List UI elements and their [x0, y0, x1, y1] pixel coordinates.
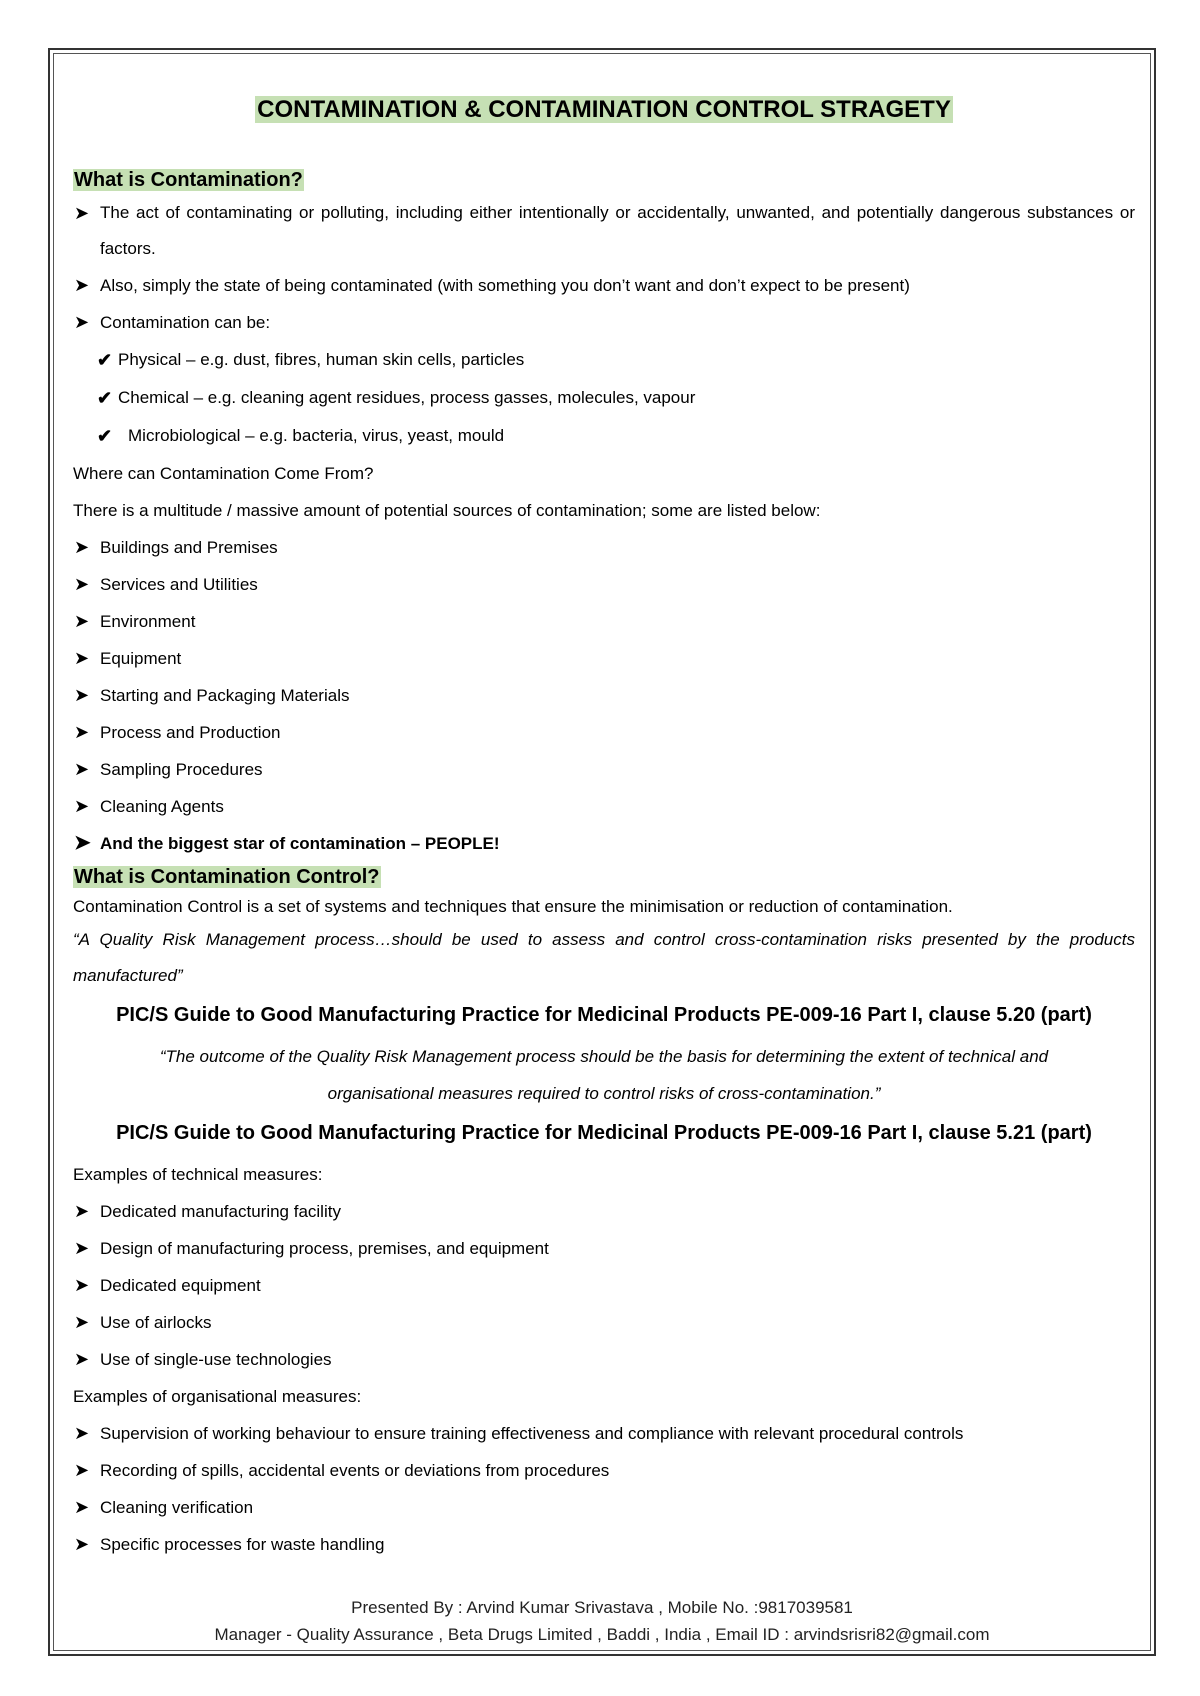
- arrow-bullet-icon: ➤: [74, 611, 90, 631]
- list-item: ➤ Cleaning Agents: [73, 788, 1135, 825]
- technical-measures-heading: Examples of technical measures:: [73, 1165, 323, 1184]
- arrow-bullet-icon: ➤: [74, 1423, 90, 1443]
- arrow-bullet-icon: ➤: [74, 203, 90, 223]
- document-title: CONTAMINATION & CONTAMINATION CONTROL STRAGETY: [257, 96, 951, 123]
- list-item: ➤ Environment: [73, 603, 1135, 640]
- arrow-bullet-icon: ➤: [74, 796, 90, 816]
- list-item: ➤ Dedicated equipment: [73, 1267, 1135, 1304]
- list-item: ➤ Supervision of working behaviour to ensure training effectiveness and compliance with relevant procedural controls: [73, 1415, 1135, 1452]
- arrow-bullet-icon: ➤: [74, 275, 90, 295]
- section-heading-contamination: What is Contamination?: [74, 169, 303, 191]
- list-item: ✔ Microbiological – e.g. bacteria, virus, yeast, mould: [97, 417, 1135, 455]
- arrow-bullet-icon: ➤: [74, 312, 90, 332]
- document-body: [73, 92, 1135, 1563]
- technical-measures-list: [73, 1193, 1135, 1378]
- list-item: ✔ Physical – e.g. dust, fibres, human skin cells, particles: [97, 341, 1135, 379]
- list-item: ➤ Sampling Procedures: [73, 751, 1135, 788]
- sources-question: Where can Contamination Come From?: [73, 464, 374, 483]
- list-item: ➤ Recording of spills, accidental events or deviations from procedures: [73, 1452, 1135, 1489]
- list-item: ➤ Starting and Packaging Materials: [73, 677, 1135, 714]
- arrow-bullet-icon: ➤: [74, 1275, 90, 1295]
- checkmark-icon: ✔: [97, 426, 113, 446]
- arrow-bullet-icon: ➤: [74, 759, 90, 779]
- definition-list: [73, 195, 1135, 341]
- arrow-bullet-icon: ➤: [74, 1534, 90, 1554]
- reference-5-21: PIC/S Guide to Good Manufacturing Practice for Medicinal Products PE-009-16 Part I, clause 5.21 (part): [116, 1122, 1092, 1144]
- list-item: ➤ Use of airlocks: [73, 1304, 1135, 1341]
- section-heading-contamination-control: What is Contamination Control?: [74, 866, 380, 888]
- list-item: ➤ Contamination can be:: [73, 304, 1135, 341]
- arrow-bullet-icon: ➤: [74, 648, 90, 668]
- checkmark-icon: ✔: [97, 350, 113, 370]
- list-item: ➤ Use of single-use technologies: [73, 1341, 1135, 1378]
- checkmark-icon: ✔: [97, 388, 113, 408]
- list-item: ➤ Buildings and Premises: [73, 529, 1135, 566]
- organisational-measures-heading: Examples of organisational measures:: [73, 1387, 362, 1406]
- list-item: ➤ Also, simply the state of being contaminated (with something you don’t want and don’t expect to be present): [73, 267, 1135, 304]
- quote-5-21-line2: organisational measures required to control risks of cross-contamination.”: [327, 1084, 881, 1103]
- arrow-bullet-icon: ➤: [74, 1238, 90, 1258]
- arrow-bullet-icon: ➤: [74, 1201, 90, 1221]
- arrow-bullet-icon: ➤: [74, 574, 90, 594]
- arrow-bullet-icon: ➤: [74, 1460, 90, 1480]
- footer-presenter-line: Presented By : Arvind Kumar Srivastava , Mobile No. :9817039581: [351, 1598, 853, 1617]
- list-item: ➤ The act of contaminating or polluting, including either intentionally or accidentally, unwanted, and potentially dangerous substances or factors.: [73, 195, 1135, 267]
- quote-5-20: “A Quality Risk Management process…should be used to assess and control cross-contamination risks presented by the products manufactured”: [73, 930, 1135, 985]
- list-item: ➤ Cleaning verification: [73, 1489, 1135, 1526]
- arrow-bullet-icon: ➤: [74, 832, 91, 854]
- arrow-bullet-icon: ➤: [74, 1497, 90, 1517]
- list-item-people: ➤ And the biggest star of contamination – PEOPLE!: [73, 825, 1135, 862]
- arrow-bullet-icon: ➤: [74, 1312, 90, 1332]
- presenter-footer: [53, 1594, 1151, 1648]
- list-item: ➤ Process and Production: [73, 714, 1135, 751]
- contamination-types-list: [73, 341, 1135, 455]
- list-item: ➤ Equipment: [73, 640, 1135, 677]
- organisational-measures-list: [73, 1415, 1135, 1563]
- sources-intro: There is a multitude / massive amount of potential sources of contamination; some are listed below:: [73, 501, 821, 520]
- footer-contact-line: Manager - Quality Assurance , Beta Drugs Limited , Baddi , India , Email ID : arvindsrisri82@gmail.com: [214, 1625, 990, 1644]
- quote-5-21-line1: “The outcome of the Quality Risk Management process should be the basis for determining the extent of technical and: [159, 1047, 1049, 1066]
- list-item: ➤ Dedicated manufacturing facility: [73, 1193, 1135, 1230]
- reference-5-20: PIC/S Guide to Good Manufacturing Practice for Medicinal Products PE-009-16 Part I, clause 5.20 (part): [116, 1004, 1092, 1026]
- list-item: ✔ Chemical – e.g. cleaning agent residues, process gasses, molecules, vapour: [97, 379, 1135, 417]
- list-item: ➤ Specific processes for waste handling: [73, 1526, 1135, 1563]
- list-item: ➤ Design of manufacturing process, premises, and equipment: [73, 1230, 1135, 1267]
- arrow-bullet-icon: ➤: [74, 722, 90, 742]
- arrow-bullet-icon: ➤: [74, 537, 90, 557]
- arrow-bullet-icon: ➤: [74, 1349, 90, 1369]
- arrow-bullet-icon: ➤: [74, 685, 90, 705]
- list-item: ➤ Services and Utilities: [73, 566, 1135, 603]
- control-definition: Contamination Control is a set of systems and techniques that ensure the minimisation or reduction of contamination.: [73, 897, 953, 916]
- sources-list: [73, 529, 1135, 862]
